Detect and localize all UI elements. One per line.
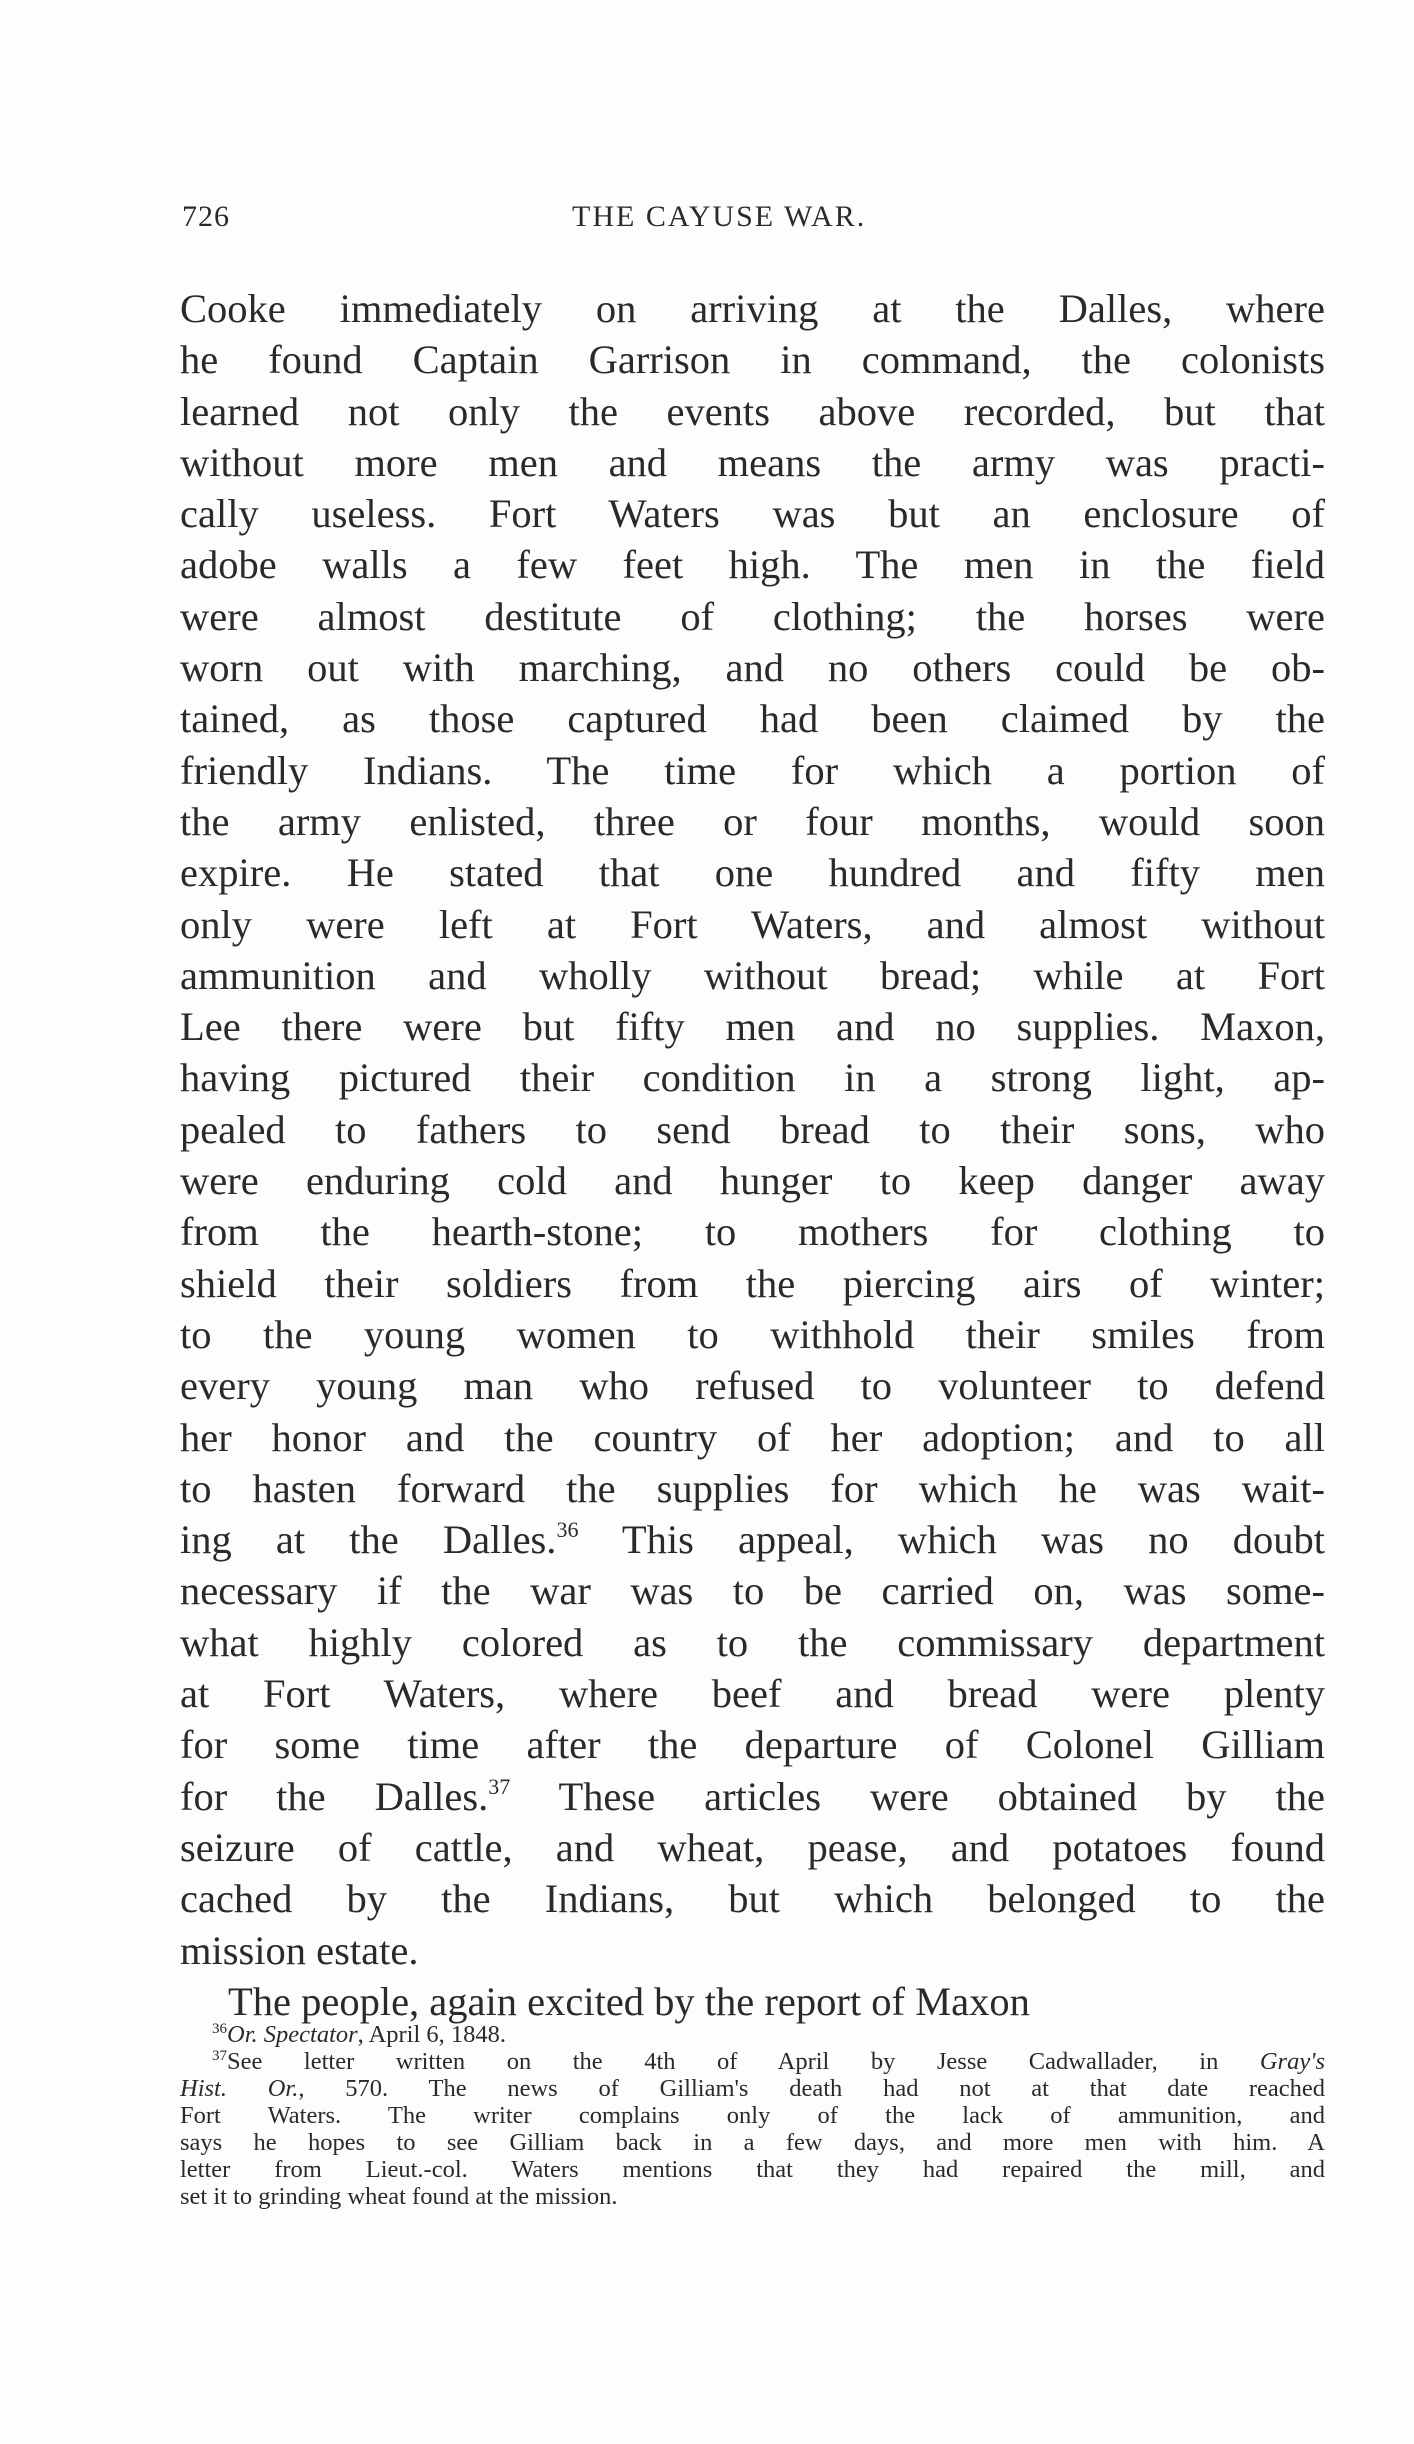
footnotes (180, 2021, 1325, 2210)
text-line: every young man who refused to volunteer to defend (180, 1363, 1325, 1409)
text-line: he found Captain Garrison in command, the colonists (180, 337, 1325, 383)
footnote-ref-36[interactable]: 36 (556, 1517, 579, 1543)
footnote-37-line: says he hopes to see Gilliam back in a few days, and more men with him. A (180, 2129, 1325, 2156)
text-line: the army enlisted, three or four months, would soon (180, 798, 1325, 844)
text-line: for some time after the departure of Colonel Gilliam (180, 1722, 1325, 1768)
text-fragment: ing at the Dalles. (180, 1517, 557, 1563)
text-line-with-footnote-37 (180, 1771, 1325, 1822)
text-fragment: See letter written on the 4th of April by Jesse Cadwallader, in (227, 2048, 1260, 2075)
footnote-date: , April 6, 1848. (357, 2021, 507, 2048)
text-line: having pictured their condition in a strong light, ap- (180, 1055, 1325, 1101)
footnote-mark-37: 37 (212, 2048, 227, 2064)
text-line: friendly Indians. The time for which a portion of (180, 747, 1325, 793)
text-line: ammunition and wholly without bread; while at Fort (180, 952, 1325, 998)
text-line: necessary if the war was to be carried on, was some- (180, 1568, 1325, 1614)
text-line: at Fort Waters, where beef and bread were plenty (180, 1671, 1325, 1717)
text-line: adobe walls a few feet high. The men in the field (180, 542, 1325, 588)
footnote-mark-36: 36 (212, 2021, 227, 2037)
text-line: pealed to fathers to send bread to their sons, who (180, 1106, 1325, 1152)
text-line: to the young women to withhold their smiles from (180, 1311, 1325, 1357)
footnote-37-line: letter from Lieut.-col. Waters mentions that they had repaired the mill, and (180, 2156, 1325, 2183)
text-line: learned not only the events above recorded, but that (180, 388, 1325, 434)
footnote-37-line (180, 2075, 1325, 2102)
text-line: expire. He stated that one hundred and fifty men (180, 850, 1325, 896)
text-line: what highly colored as to the commissary department (180, 1619, 1325, 1665)
text-line: Lee there were but fifty men and no supplies. Maxon, (180, 1004, 1325, 1050)
text-line: worn out with marching, and no others could be ob- (180, 645, 1325, 691)
text-line: tained, as those captured had been claimed by the (180, 696, 1325, 742)
footnote-37-line (180, 2048, 1325, 2075)
footnote-37-line: Fort Waters. The writer complains only of the lack of ammunition, and (180, 2102, 1325, 2129)
text-line: her honor and the country of her adoption; and to all (180, 1414, 1325, 1460)
footnote-source: Gray's (1259, 2048, 1325, 2075)
paragraph-start-line: The people, again excited by the report of Maxon (228, 1978, 1030, 2024)
running-head (182, 200, 1322, 240)
text-line: mission estate. (180, 1927, 419, 1973)
text-line: were almost destitute of clothing; the horses were (180, 593, 1325, 639)
text-fragment: These articles were obtained by the (510, 1773, 1325, 1819)
text-fragment: This appeal, which was no doubt (578, 1517, 1325, 1563)
text-line: Cooke immediately on arriving at the Dalles, where (180, 286, 1325, 331)
text-line: cally useless. Fort Waters was but an enclosure of (180, 491, 1325, 537)
text-line: shield their soldiers from the piercing airs of winter; (180, 1260, 1325, 1306)
text-line: seizure of cattle, and wheat, pease, and potatoes found (180, 1824, 1325, 1870)
text-fragment: for the Dalles. (180, 1773, 489, 1819)
body-text (180, 283, 1325, 2027)
text-line-with-footnote-36 (180, 1514, 1325, 1565)
text-line: without more men and means the army was practi- (180, 439, 1325, 485)
footnote-36 (180, 2021, 1325, 2048)
text-fragment: , 570. The news of Gilliam's death had not at that date reached (298, 2075, 1326, 2102)
footnote-source: Hist. Or. (180, 2075, 299, 2102)
text-line: only were left at Fort Waters, and almost without (180, 901, 1325, 947)
footnote-37-line: set it to grinding wheat found at the mission. (180, 2183, 618, 2210)
footnote-ref-37[interactable]: 37 (488, 1773, 511, 1799)
text-line: cached by the Indians, but which belonged to the (180, 1876, 1325, 1922)
page-number: 726 (182, 200, 230, 233)
text-line: to hasten forward the supplies for which he was wait- (180, 1465, 1325, 1511)
running-title: THE CAYUSE WAR. (572, 200, 867, 233)
footnote-source: Or. Spectator (227, 2021, 358, 2048)
text-line: from the hearth-stone; to mothers for clothing to (180, 1209, 1325, 1255)
text-line: were enduring cold and hunger to keep danger away (180, 1158, 1325, 1204)
